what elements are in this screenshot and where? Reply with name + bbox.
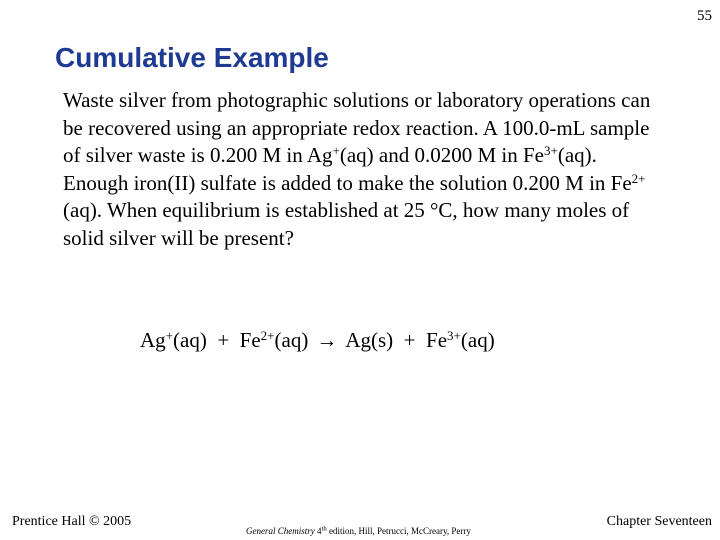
footer-authors: edition, Hill, Petrucci, McCreary, Perry (326, 526, 471, 536)
slide-title: Cumulative Example (55, 42, 329, 73)
page-number: 55 (697, 8, 712, 24)
footer-chapter: Chapter Seventeen (606, 514, 712, 529)
footer-book-title: General Chemistry (246, 526, 315, 536)
problem-text (63, 87, 663, 253)
eq-fe2-charge: 2+ (260, 327, 275, 343)
eq-ag-rest: (aq) + Fe (173, 328, 261, 352)
footer-edition-number: 4 (314, 526, 322, 536)
eq-products: Ag(s) + Fe (345, 328, 448, 352)
problem-text-part-1: Waste silver from photographic solutions or laboratory operations can be recovered using an appropriate redox reaction. A 100.0-mL sample of silver waste is 0.200 M in Ag (63, 88, 651, 168)
fe2-charge-superscript: 2+ (631, 170, 646, 186)
eq-ag: Ag (140, 328, 166, 352)
eq-ag-charge: + (165, 327, 174, 343)
footer-book-citation (246, 526, 471, 536)
ag-charge-superscript: + (332, 143, 340, 159)
redox-equation (140, 328, 495, 353)
fe3-charge-superscript: 3+ (543, 143, 558, 159)
footer-copyright: Prentice Hall © 2005 (12, 514, 132, 529)
problem-text-part-3: (aq). Enough iron(II) sulfate is added to make the solution 0.200 M in Fe (63, 143, 632, 195)
eq-products-rest: (aq) (460, 328, 495, 352)
reaction-arrow-icon: → (316, 328, 338, 352)
problem-text-part-4: (aq). When equilibrium is established at 25 °C, how many moles of solid silver will be present? (63, 198, 630, 250)
problem-text-part-2: (aq) and 0.0200 M in Fe (339, 143, 544, 168)
footer-edition-suffix: th (321, 525, 327, 533)
eq-fe-rest: (aq) (274, 328, 309, 352)
eq-fe3-charge: 3+ (447, 327, 461, 343)
